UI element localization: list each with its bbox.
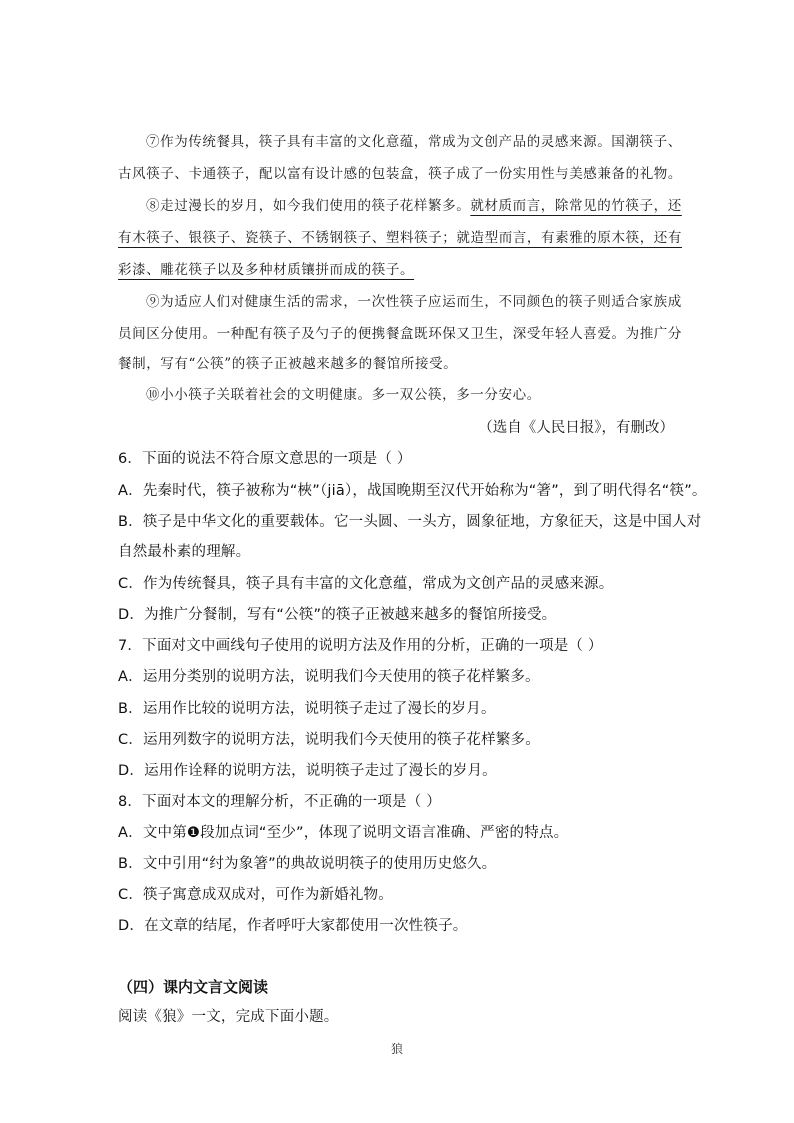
paragraph-10-line-1: ⑩小小筷子关联着社会的文明健康。多一双公筷，多一分安心。 xyxy=(146,387,541,403)
paragraph-8-underlined-text: 就材质而言，除常见的竹筷子，还 xyxy=(470,198,682,214)
question-7-option-c: C．运用列数字的说明方法，说明我们今天使用的筷子花样繁多。 xyxy=(118,732,540,748)
question-6-option-b-line-2: 自然最朴素的理解。 xyxy=(118,544,251,560)
page-footer: 狼 xyxy=(390,1042,403,1056)
question-6-option-c: C．作为传统餐具，筷子具有丰富的文化意蕴，常成为文创产品的灵感来源。 xyxy=(118,576,614,592)
question-7-stem: 7．下面对文中画线句子使用的说明方法及作用的分析，正确的一项是（ ） xyxy=(118,638,603,654)
source-citation: （选自《人民日报》，有删改） xyxy=(478,420,674,436)
section-4-title: （四）课内文言文阅读 xyxy=(118,978,269,996)
question-6-option-a: A．先秦时代，筷子被称为“梜”（jiā），战国晚期至汉代开始称为“箸”，到了明代得名“筷”。 xyxy=(118,483,707,499)
question-6-stem: 6．下面的说法不符合原文意思的一项是（ ） xyxy=(118,451,412,467)
question-6-option-d: D．为推广分餐制，写有“公筷”的筷子正被越来越多的餐馆所接受。 xyxy=(118,607,557,623)
paragraph-7-line-1: ⑦作为传统餐具，筷子具有丰富的文化意蕴，常成为文创产品的灵感来源。国潮筷子、 xyxy=(146,134,682,150)
paragraph-9-line-3: 餐制，写有“公筷”的筷子正被越来越多的餐馆所接受。 xyxy=(118,356,458,372)
paragraph-8-line-1 xyxy=(146,196,682,216)
paragraph-8-line-3: 彩漆、雕花筷子以及多种材质镶拼而成的筷子。 xyxy=(118,262,415,278)
question-6-option-b-line-1: B．筷子是中华文化的重要载体。它一头圆、一头方，圆象征地，方象征天，这是中国人对 xyxy=(118,514,702,530)
section-4-instruction: 阅读《狼》一文，完成下面小题。 xyxy=(118,1009,339,1025)
paragraph-8-plain-text: ⑧走过漫长的岁月，如今我们使用的筷子花样繁多。 xyxy=(146,198,471,214)
question-8-option-d: D．在文章的结尾，作者呼吁大家都使用一次性筷子。 xyxy=(118,918,468,934)
question-7-option-a: A．运用分类别的说明方法，说明我们今天使用的筷子花样繁多。 xyxy=(118,669,540,685)
paragraph-8-line-2: 有木筷子、银筷子、瓷筷子、不锈钢筷子、塑料筷子；就造型而言，有素雅的原木筷，还有 xyxy=(118,230,682,246)
question-7-option-b: B．运用作比较的说明方法，说明筷子走过了漫长的岁月。 xyxy=(118,701,496,717)
question-8-stem: 8．下面对本文的理解分析，不正确的一项是（ ） xyxy=(118,794,441,810)
question-8-option-c: C．筷子寓意成双成对，可作为新婚礼物。 xyxy=(118,887,393,903)
paragraph-9-line-2: 员间区分使用。一种配有筷子及勺子的便携餐盒既环保又卫生，深受年轻人喜爱。为推广分 xyxy=(118,326,682,342)
paragraph-9-line-1: ⑨为适应人们对健康生活的需求，一次性筷子应运而生，不同颜色的筷子则适合家族成 xyxy=(146,294,682,310)
paragraph-7-line-2: 古风筷子、卡通筷子，配以富有设计感的包装盒，筷子成了一份实用性与美感兼备的礼物。 xyxy=(118,166,682,182)
question-8-option-b: B．文中引用“纣为象箸”的典故说明筷子的使用历史悠久。 xyxy=(118,856,497,872)
question-7-option-d: D．运用作诠释的说明方法，说明筷子走过了漫长的岁月。 xyxy=(118,763,497,779)
question-8-option-a: A．文中第❶段加点词“至少”，体现了说明文语言准确、严密的特点。 xyxy=(118,825,569,841)
